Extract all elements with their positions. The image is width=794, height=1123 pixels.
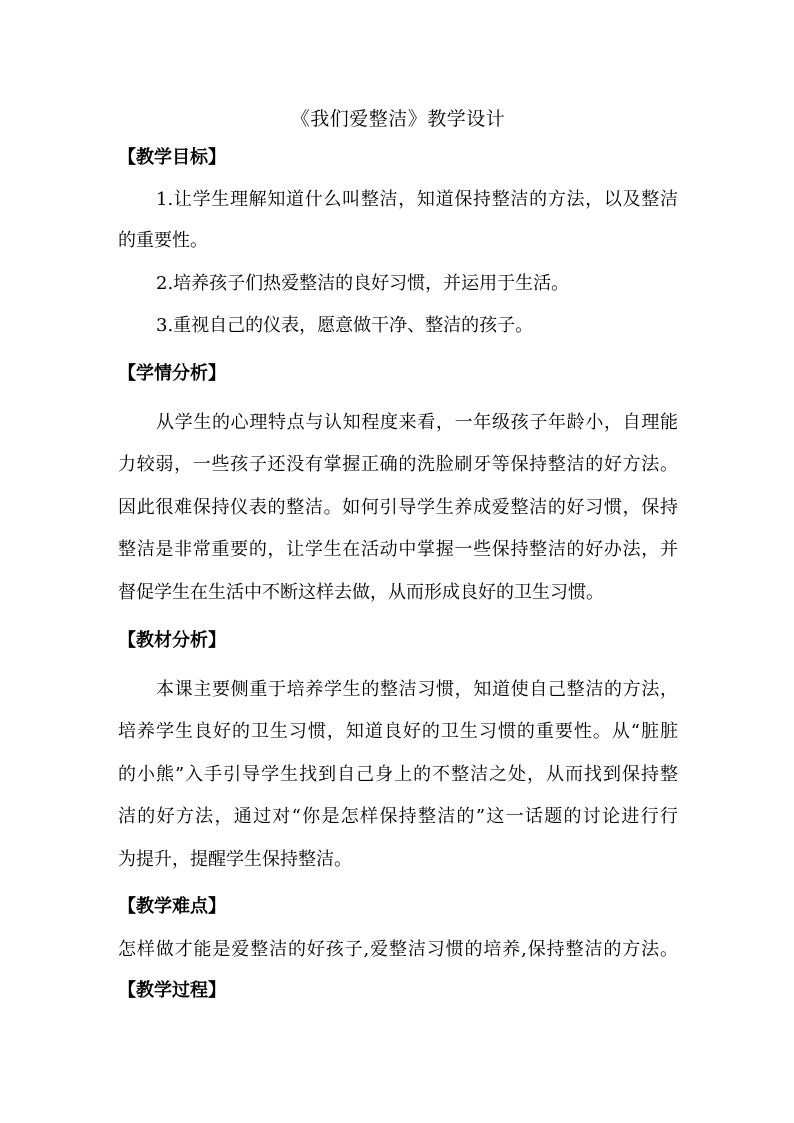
material-analysis-line-3: 的小熊”入手引导学生找到自己身上的不整洁之处，从而找到保持整 <box>118 764 678 785</box>
section-heading-difficulties: 【教学难点】 <box>118 896 226 917</box>
section-heading-learner-analysis: 【学情分析】 <box>118 363 226 384</box>
section-heading-process: 【教学过程】 <box>118 980 226 1001</box>
goal-item-2: 2.培养孩子们热爱整洁的良好习惯，并运用于生活。 <box>156 273 570 294</box>
difficulties-text: 怎样做才能是爱整洁的好孩子,爱整洁习惯的培养,保持整洁的方法。 <box>118 939 678 960</box>
material-analysis-line-2: 培养学生良好的卫生习惯，知道良好的卫生习惯的重要性。从“脏脏 <box>118 721 678 742</box>
section-heading-material-analysis: 【教材分析】 <box>118 630 226 651</box>
learner-analysis-line-3: 因此很难保持仪表的整洁。如何引导学生养成爱整洁的好习惯，保持 <box>118 497 678 518</box>
material-analysis-line-1: 本课主要侧重于培养学生的整洁习惯，知道使自己整洁的方法， <box>156 679 678 700</box>
document-page <box>118 0 678 1123</box>
learner-analysis-line-1: 从学生的心理特点与认知程度来看，一年级孩子年龄小，自理能 <box>156 412 678 433</box>
section-heading-goals: 【教学目标】 <box>118 147 226 168</box>
learner-analysis-line-2: 力较弱，一些孩子还没有掌握正确的洗脸刷牙等保持整洁的好方法。 <box>118 454 678 475</box>
goal-item-3: 3.重视自己的仪表，愿意做干净、整洁的孩子。 <box>156 315 534 336</box>
material-analysis-line-5: 为提升，提醒学生保持整洁。 <box>118 849 352 870</box>
learner-analysis-line-4: 整洁是非常重要的，让学生在活动中掌握一些保持整洁的好办法，并 <box>118 539 678 560</box>
goal-item-1-line-2: 的重要性。 <box>118 230 208 251</box>
learner-analysis-line-5: 督促学生在生活中不断这样去做，从而形成良好的卫生习惯。 <box>118 582 604 603</box>
material-analysis-line-4: 洁的好方法，通过对“你是怎样保持整洁的”这一话题的讨论进行行 <box>118 806 678 827</box>
document-title: 《我们爱整洁》教学设计 <box>290 108 506 130</box>
goal-item-1-line-1: 1.让学生理解知道什么叫整洁，知道保持整洁的方法，以及整洁 <box>156 189 678 210</box>
